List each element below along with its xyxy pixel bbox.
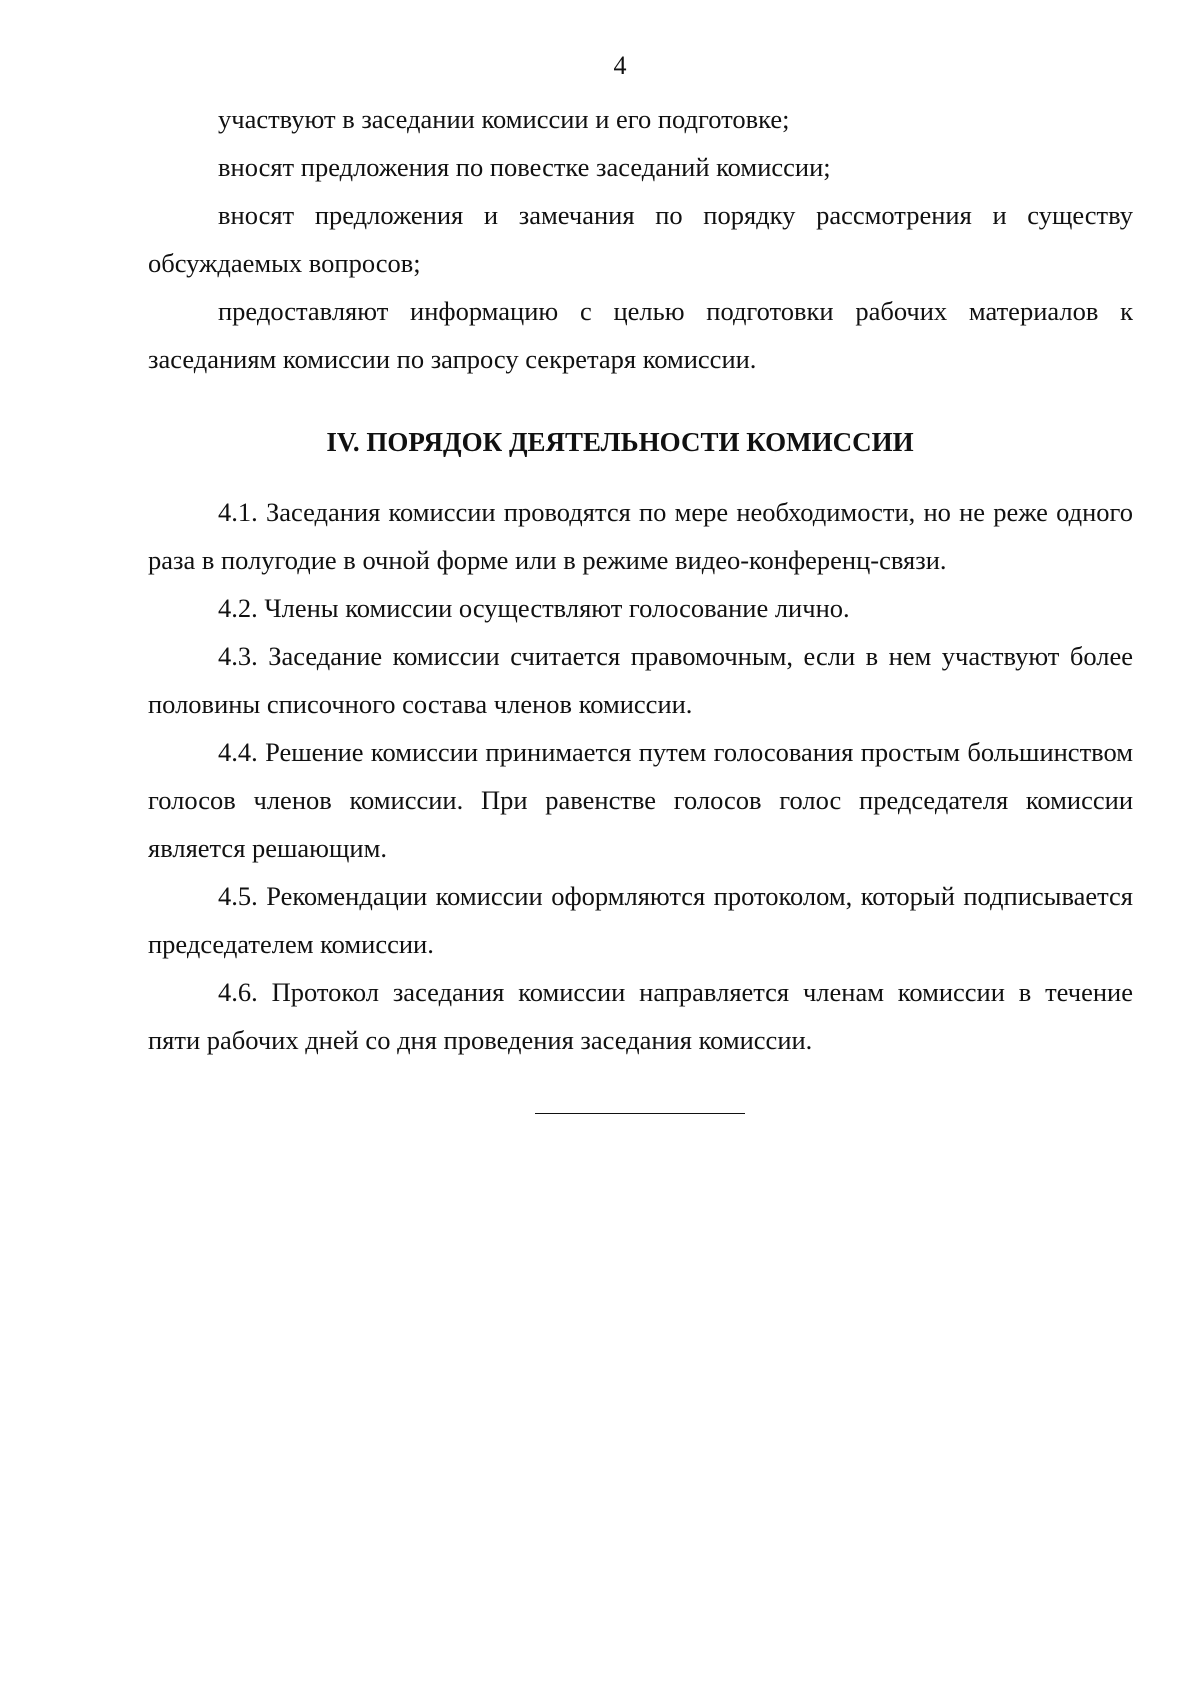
- clause-4-2: 4.2. Члены комиссии осуществляют голосование лично.: [218, 593, 850, 623]
- intro-paragraph: предоставляют информацию с целью подготовки рабочих материалов к заседаниям комиссии по запросу секретаря комиссии.: [148, 296, 1133, 374]
- clause-4-3: 4.3. Заседание комиссии считается правомочным, если в нем участвуют более половины списочного состава членов комиссии.: [148, 641, 1133, 719]
- section-body: [148, 488, 1133, 1064]
- section-heading: IV. ПОРЯДОК ДЕЯТЕЛЬНОСТИ КОМИССИИ: [326, 427, 914, 457]
- page-number: 4: [613, 51, 627, 80]
- intro-paragraph: вносят предложения и замечания по порядку рассмотрения и существу обсуждаемых вопросов;: [148, 200, 1133, 278]
- end-of-document-rule: [535, 1113, 745, 1114]
- clause-4-6: 4.6. Протокол заседания комиссии направляется членам комиссии в течение пяти рабочих дней со дня проведения заседания комиссии.: [148, 977, 1133, 1055]
- intro-list: [148, 95, 1133, 383]
- clause-4-4: 4.4. Решение комиссии принимается путем голосования простым большинством голосов членов комиссии. При равенстве голосов голос председателя комиссии является решающим.: [148, 737, 1133, 863]
- intro-paragraph: вносят предложения по повестке заседаний комиссии;: [218, 152, 831, 182]
- clause-4-5: 4.5. Рекомендации комиссии оформляются протоколом, который подписывается председателем комиссии.: [148, 881, 1133, 959]
- intro-paragraph: участвуют в заседании комиссии и его подготовке;: [218, 104, 790, 134]
- clause-4-1: 4.1. Заседания комиссии проводятся по мере необходимости, но не реже одного раза в полугодие в очной форме или в режиме видео-конференц-связи.: [148, 497, 1133, 575]
